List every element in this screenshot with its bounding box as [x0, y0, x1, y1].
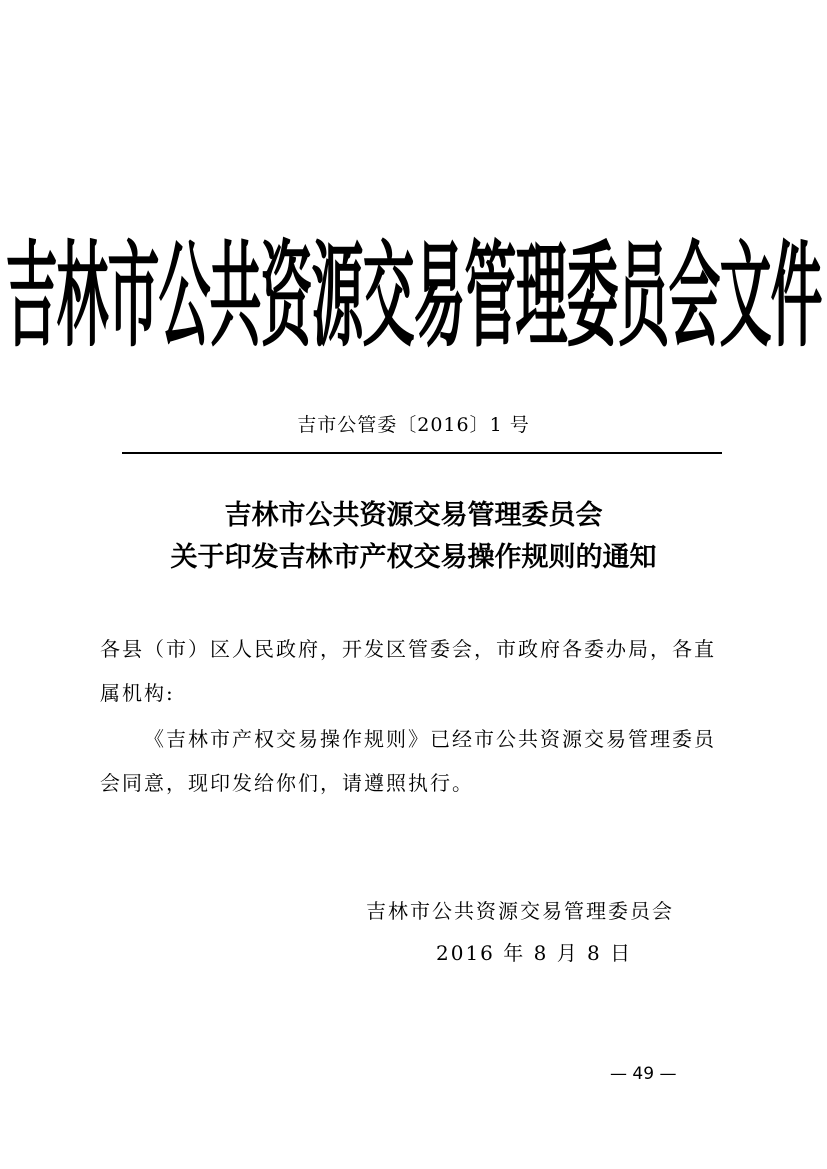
page-number: — 49 — [610, 1064, 677, 1084]
signature-organization: 吉林市公共资源交易管理委员会 [366, 899, 674, 923]
body-paragraph-line2: 会同意，现印发给你们，请遵照执行。 [100, 771, 474, 795]
body-paragraph-line1: 《吉林市产权交易操作规则》已经市公共资源交易管理委员 [144, 727, 716, 751]
notice-title-line1: 吉林市公共资源交易管理委员会 [224, 500, 603, 531]
document-header-title [0, 228, 827, 368]
signature-date: 2016 年 8 月 8 日 [436, 941, 633, 965]
header-title-text: 吉林市公共资源交易管理委员会文件 [5, 232, 822, 364]
header-divider [122, 452, 722, 454]
addressee-line2: 属机构: [100, 681, 175, 705]
addressee-line1: 各县（市）区人民政府，开发区管委会，市政府各委办局，各直 [100, 637, 716, 661]
document-number: 吉市公管委〔2016〕1 号 [297, 414, 530, 436]
notice-title-line2: 关于印发吉林市产权交易操作规则的通知 [170, 542, 657, 573]
